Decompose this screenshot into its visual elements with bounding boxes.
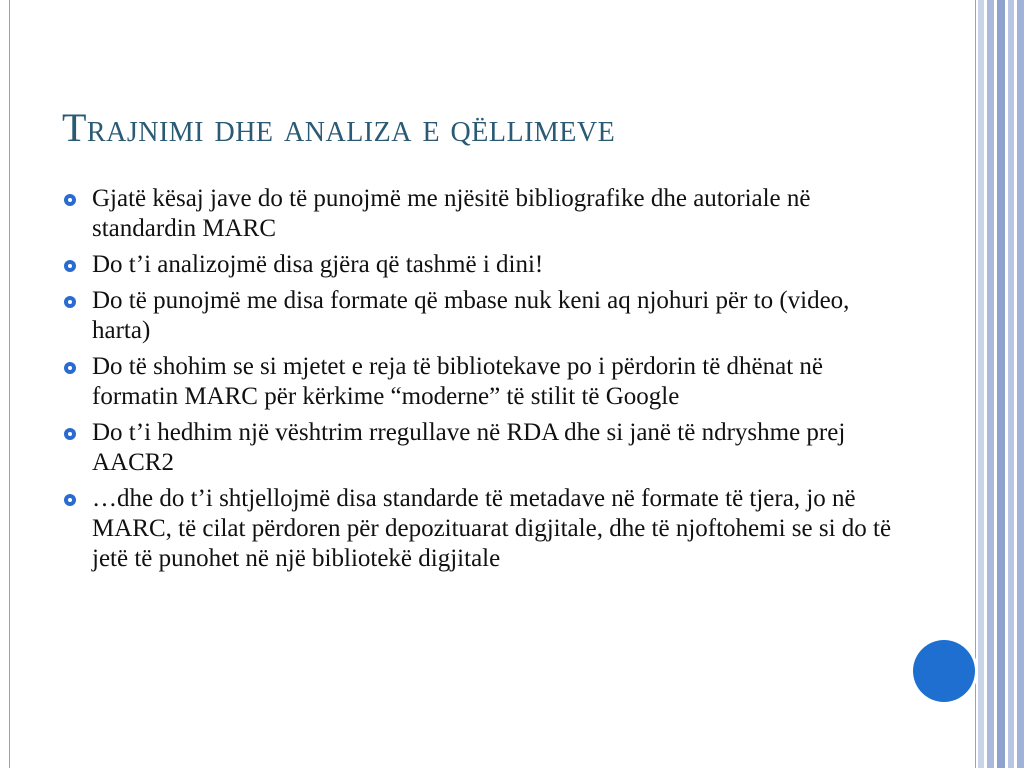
bullet-circle-icon bbox=[64, 296, 76, 308]
bullet-list bbox=[64, 184, 894, 580]
right-stripe-5 bbox=[1017, 0, 1024, 768]
bullet-text: Gjatë kësaj jave do të punojmë me njësitë bibliografike dhe autoriale në standardin MARC bbox=[92, 185, 811, 242]
right-stripe-4 bbox=[1008, 0, 1014, 768]
bullet-text: Do të shohim se si mjetet e reja të bibliotekave po i përdorin të dhënat në formatin MARC për kërkime “moderne” të stilit të Google bbox=[92, 353, 824, 410]
bullet-circle-icon bbox=[64, 194, 76, 206]
right-stripe-2 bbox=[987, 0, 994, 768]
bullet-circle-icon bbox=[64, 260, 76, 272]
right-stripe-1 bbox=[978, 0, 984, 768]
bullet-item bbox=[64, 184, 894, 244]
bullet-item bbox=[64, 484, 894, 574]
bullet-text: Do t’i analizojmë disa gjëra që tashmë i dini! bbox=[92, 251, 544, 278]
bullet-item bbox=[64, 418, 894, 478]
bullet-item bbox=[64, 286, 894, 346]
slide-title: Trajnimi dhe analiza e qëllimeve bbox=[62, 105, 616, 150]
bullet-item bbox=[64, 250, 894, 280]
bullet-text: …dhe do t’i shtjellojmë disa standarde të metadave në formate të tjera, jo në MARC, të cilat përdoren për depozituarat digjitale, dhe të njoftohemi se si do të jetë të punohet në një bibliotekë digjitale bbox=[92, 485, 892, 572]
bullet-item bbox=[64, 352, 894, 412]
bullet-text: Do t’i hedhim një vështrim rregullave në RDA dhe si janë të ndryshme prej AACR2 bbox=[92, 419, 846, 476]
decorative-circle-icon bbox=[913, 640, 975, 702]
bullet-circle-icon bbox=[64, 494, 76, 506]
bullet-circle-icon bbox=[64, 428, 76, 440]
right-stripe-3 bbox=[997, 0, 1005, 768]
bullet-text: Do të punojmë me disa formate që mbase nuk keni aq njohuri për to (video, harta) bbox=[92, 287, 850, 344]
bullet-circle-icon bbox=[64, 362, 76, 374]
